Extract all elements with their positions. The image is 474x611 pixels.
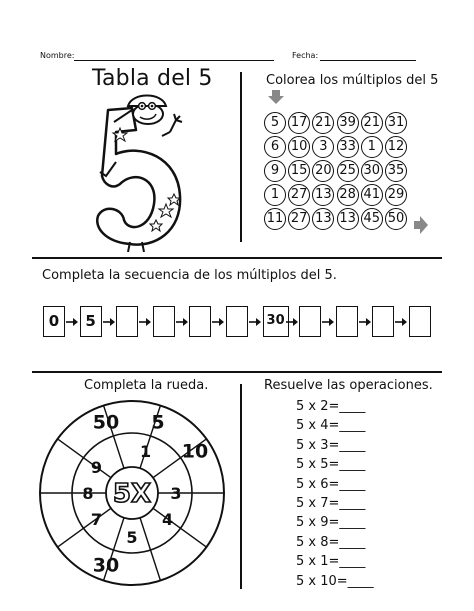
wheel-inner-number: 4 (162, 509, 174, 529)
divider-vertical-top (240, 72, 242, 242)
grid-circle[interactable]: 5 (264, 112, 286, 134)
grid-circle[interactable]: 3 (312, 136, 334, 158)
sequence-title: Completa la secuencia de los múltiplos del 5. (42, 268, 337, 283)
operation-line: 5 x 7=____ (296, 496, 366, 511)
grid-circle[interactable]: 9 (264, 160, 286, 182)
sequence-arrow-icon (103, 318, 115, 326)
grid-circle[interactable]: 39 (337, 112, 359, 134)
wheel-inner-number: 5 (126, 528, 138, 547)
sequence-box[interactable] (116, 306, 138, 337)
grid-circle[interactable]: 1 (361, 136, 383, 158)
grid-circle[interactable]: 11 (264, 208, 286, 230)
operation-line: 5 x 1=____ (296, 554, 366, 570)
sequence-arrow-icon (322, 318, 334, 326)
wheel-center-label: 5X (112, 479, 152, 509)
divider-vertical-bottom (240, 384, 242, 589)
grid-circle[interactable]: 21 (312, 112, 334, 134)
operation-line: 5 x 5=____ (296, 457, 366, 473)
grid-circle[interactable]: 25 (337, 160, 359, 182)
sequence-arrow-icon (249, 318, 261, 326)
wheel-inner-number: 3 (170, 484, 182, 503)
sequence-box[interactable] (153, 306, 175, 337)
multiplication-wheel (30, 398, 236, 588)
grid-circle[interactable]: 17 (288, 112, 310, 134)
wheel-outer-number: 50 (92, 411, 120, 434)
wheel-inner-number: 8 (82, 484, 94, 503)
sequence-arrow-icon (212, 318, 224, 326)
operation-line: 5 x 6=____ (296, 476, 366, 492)
operation-line: 5 x 3=____ (296, 437, 366, 453)
wheel-outer-number: 10 (181, 440, 209, 463)
sequence-arrow-icon (359, 318, 371, 326)
grid-circle[interactable]: 21 (361, 112, 383, 134)
sequence-box[interactable] (372, 306, 394, 337)
sequence-arrow-icon (286, 318, 298, 326)
grid-circle[interactable]: 33 (337, 136, 359, 158)
grid-circle[interactable]: 29 (385, 184, 407, 206)
grid-circle[interactable]: 6 (264, 136, 286, 158)
sequence-arrow-icon (66, 318, 78, 326)
grid-circle[interactable]: 27 (288, 184, 310, 206)
sequence-arrow-icon (395, 318, 407, 326)
separator-middle (32, 371, 442, 373)
sequence-box[interactable]: 0 (43, 306, 65, 337)
ops-title: Resuelve las operaciones. (264, 378, 433, 393)
grid-circle[interactable]: 10 (288, 136, 310, 158)
color-title: Colorea los múltiplos del 5 (266, 73, 439, 88)
operation-line: 5 x 4=____ (296, 418, 366, 434)
grid-circle[interactable]: 15 (288, 160, 310, 182)
wheel-outer-number: 5 (151, 411, 165, 434)
grid-circle[interactable]: 41 (361, 184, 383, 206)
date-label: Fecha: (292, 51, 319, 60)
sequence-arrow-icon (176, 318, 188, 326)
grid-circle[interactable]: 35 (385, 160, 407, 182)
grid-circle[interactable]: 30 (361, 160, 383, 182)
wheel-inner-number: 7 (90, 509, 102, 529)
character-five-illustration (70, 92, 200, 252)
grid-circle[interactable]: 28 (337, 184, 359, 206)
wheel-inner-number: 1 (140, 442, 152, 462)
sequence-box[interactable]: 5 (80, 306, 102, 337)
sequence-arrow-icon (139, 318, 151, 326)
wheel-title: Completa la rueda. (84, 378, 209, 393)
operation-line: 5 x 9=____ (296, 515, 366, 531)
operation-line: 5 x 10=____ (296, 573, 374, 589)
grid-circle[interactable]: 31 (385, 112, 407, 134)
sequence-box[interactable] (189, 306, 211, 337)
arrow-down-icon (268, 90, 284, 104)
grid-circle[interactable]: 50 (385, 208, 407, 230)
grid-circle[interactable]: 1 (264, 184, 286, 206)
grid-circle[interactable]: 45 (361, 208, 383, 230)
wheel-inner-number: 9 (90, 458, 102, 478)
grid-circle[interactable]: 12 (385, 136, 407, 158)
sequence-box[interactable] (226, 306, 248, 337)
grid-circle[interactable]: 20 (312, 160, 334, 182)
separator-top (32, 257, 442, 259)
wheel-outer-number: 30 (92, 554, 120, 577)
grid-circle[interactable]: 13 (312, 184, 334, 206)
sequence-box[interactable]: 30 (263, 306, 289, 337)
table-title: Tabla del 5 (92, 66, 213, 91)
grid-circle[interactable]: 13 (337, 208, 359, 230)
arrow-right-icon (414, 216, 428, 234)
grid-circle[interactable]: 27 (288, 208, 310, 230)
operation-line: 5 x 8=____ (296, 534, 366, 550)
name-label: Nombre: (40, 51, 75, 60)
sequence-box[interactable] (336, 306, 358, 337)
name-underline (74, 60, 274, 61)
sequence-box[interactable] (409, 306, 431, 337)
operation-line: 5 x 2=____ (296, 399, 366, 414)
grid-circle[interactable]: 13 (312, 208, 334, 230)
date-underline (320, 60, 416, 61)
sequence-box[interactable] (299, 306, 321, 337)
